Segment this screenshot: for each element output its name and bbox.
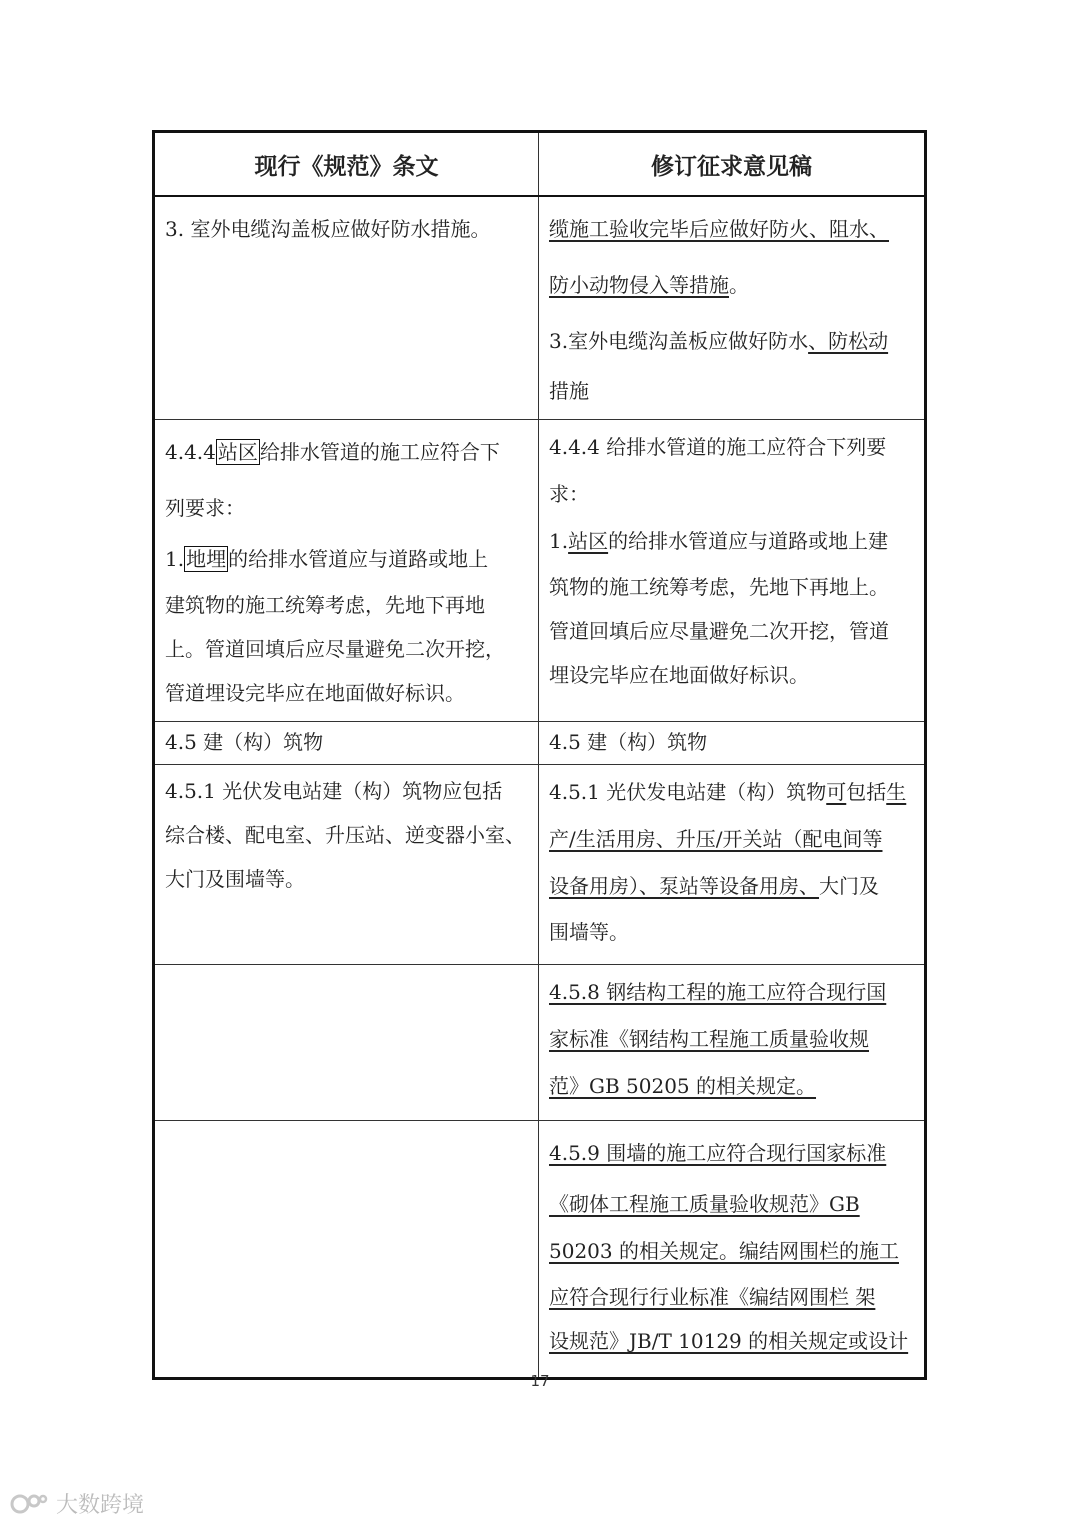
row4-right-cell (539, 765, 926, 965)
section-heading-right: 4.5 建（构）筑物 (549, 730, 708, 754)
row3-left-cell (154, 722, 539, 765)
row2-right-line6: 埋设完毕应在地面做好标识。 (549, 663, 809, 687)
row2-right-line2: 求： (549, 482, 589, 506)
watermark (10, 1488, 144, 1519)
row2-left-line6: 管道埋设完毕应在地面做好标识。 (165, 681, 465, 705)
row1-right-line1: 缆施工验收完毕后应做好防火、阻水、 (549, 217, 889, 241)
row2-left-line1-rest: 给排水管道的施工应符合下 (259, 440, 500, 464)
boxed-term-site-area: 站区 (217, 440, 258, 464)
row1-right-line3-a: 3.室外电缆沟盖板应做好防水 (549, 329, 809, 353)
underlined-word-production: 生 (886, 780, 907, 804)
row2-right-line5: 管道回填后应尽量避免二次开挖，管道 (549, 619, 889, 643)
row2-right-line1: 4.4.4 给排水管道的施工应符合下列要 (549, 435, 887, 459)
row4-left-line2: 综合楼、配电室、升压站、逆变器小室、 (165, 823, 525, 847)
row6-right-line5: 设规范》JB/T 10129 的相关规定或设计 (549, 1329, 909, 1353)
row1-right-line2-underlined: 防小动物侵入等措施 (549, 273, 729, 297)
table-row (154, 420, 926, 722)
row6-right-line2: 《砌体工程施工质量验收规范》GB (549, 1192, 860, 1216)
item-number: 1. (549, 529, 569, 553)
row4-right-line3 (549, 863, 914, 910)
row2-left-line3-rest: 的给排水管道应与道路或地上 (228, 547, 489, 571)
row4-right-line3-rest: 大门及 (819, 874, 879, 898)
row3-right-cell (539, 722, 926, 765)
brand-logo-icon (10, 1489, 50, 1519)
underlined-term-site-area: 站区 (568, 529, 609, 553)
row4-left-line3: 大门及围墙等。 (165, 867, 305, 891)
row4-right-line2: 产/生活用房、升压/开关站（配电间等 (549, 827, 883, 851)
row2-right-line3-rest: 的给排水管道应与道路或地上建 (608, 529, 889, 553)
row2-left-line3 (165, 536, 528, 583)
row1-right-line2 (549, 257, 914, 313)
row4-right-line1-b: 包括 (846, 780, 887, 804)
section-heading-left: 4.5 建（构）筑物 (165, 730, 324, 754)
row5-right-cell (539, 965, 926, 1121)
row2-left-line5: 上。管道回填后应尽量避免二次开挖， (165, 637, 505, 661)
row2-right-line3 (549, 518, 914, 565)
row1-right-line2-tail: 。 (729, 273, 749, 297)
row1-right-line4: 措施 (549, 379, 589, 403)
row6-left-cell-empty (154, 1121, 539, 1379)
row4-right-line4: 围墙等。 (549, 920, 629, 944)
row4-right-line3-underlined: 设备用房）、泵站等设备用房、 (549, 874, 819, 898)
row1-right-cell (539, 196, 926, 420)
row6-right-line1: 4.5.9 围墙的施工应符合现行国家标准 (549, 1141, 887, 1165)
table-row (154, 722, 926, 765)
row5-left-cell-empty (154, 965, 539, 1121)
row6-right-line3: 50203 的相关规定。编结网围栏的施工 (549, 1239, 899, 1263)
comparison-table (152, 130, 927, 1380)
table-row (154, 965, 926, 1121)
row2-left-line1 (165, 424, 528, 480)
row1-right-line3 (549, 313, 914, 369)
table-row (154, 765, 926, 965)
boxed-term-buried: 地埋 (186, 547, 227, 571)
row2-left-line4: 建筑物的施工统筹考虑，先地下再地 (165, 593, 485, 617)
row6-right-line4: 应符合现行行业标准《编结网围栏 架 (549, 1285, 876, 1309)
row2-left-cell (154, 420, 539, 722)
table-row (154, 196, 926, 420)
row1-right-line3-b: 、防松动 (808, 329, 889, 353)
table-row (154, 1121, 926, 1379)
item-number: 1. (165, 547, 185, 571)
row4-left-cell (154, 765, 539, 965)
row1-left-cell (154, 196, 539, 420)
row5-right-line1: 4.5.8 钢结构工程的施工应符合现行国 (549, 980, 887, 1004)
row4-right-line1-a: 4.5.1 光伏发电站建（构）筑物 (549, 780, 827, 804)
header-row (154, 132, 926, 197)
row2-right-cell (539, 420, 926, 722)
row2-left-line2: 列要求： (165, 496, 245, 520)
clause-number: 4.4.4 (165, 440, 216, 464)
row5-right-line2: 家标准《钢结构工程施工质量验收规 (549, 1027, 869, 1051)
row2-right-line4: 筑物的施工统筹考虑，先地下再地上。 (549, 575, 889, 599)
row6-right-cell (539, 1121, 926, 1379)
row4-left-line1: 4.5.1 光伏发电站建（构）筑物应包括 (165, 779, 503, 803)
row4-right-line1 (549, 769, 914, 816)
watermark-text: 大数跨境 (56, 1493, 145, 1518)
row1-left-text: 3. 室外电缆沟盖板应做好防水措施。 (165, 217, 491, 241)
underlined-word-may: 可 (826, 780, 847, 804)
header-current-clause: 现行《规范》条文 (154, 132, 539, 197)
page-number: 17 (530, 1372, 550, 1390)
header-revision-draft: 修订征求意见稿 (539, 132, 926, 197)
row5-right-line3: 范》GB 50205 的相关规定。 (549, 1074, 817, 1098)
